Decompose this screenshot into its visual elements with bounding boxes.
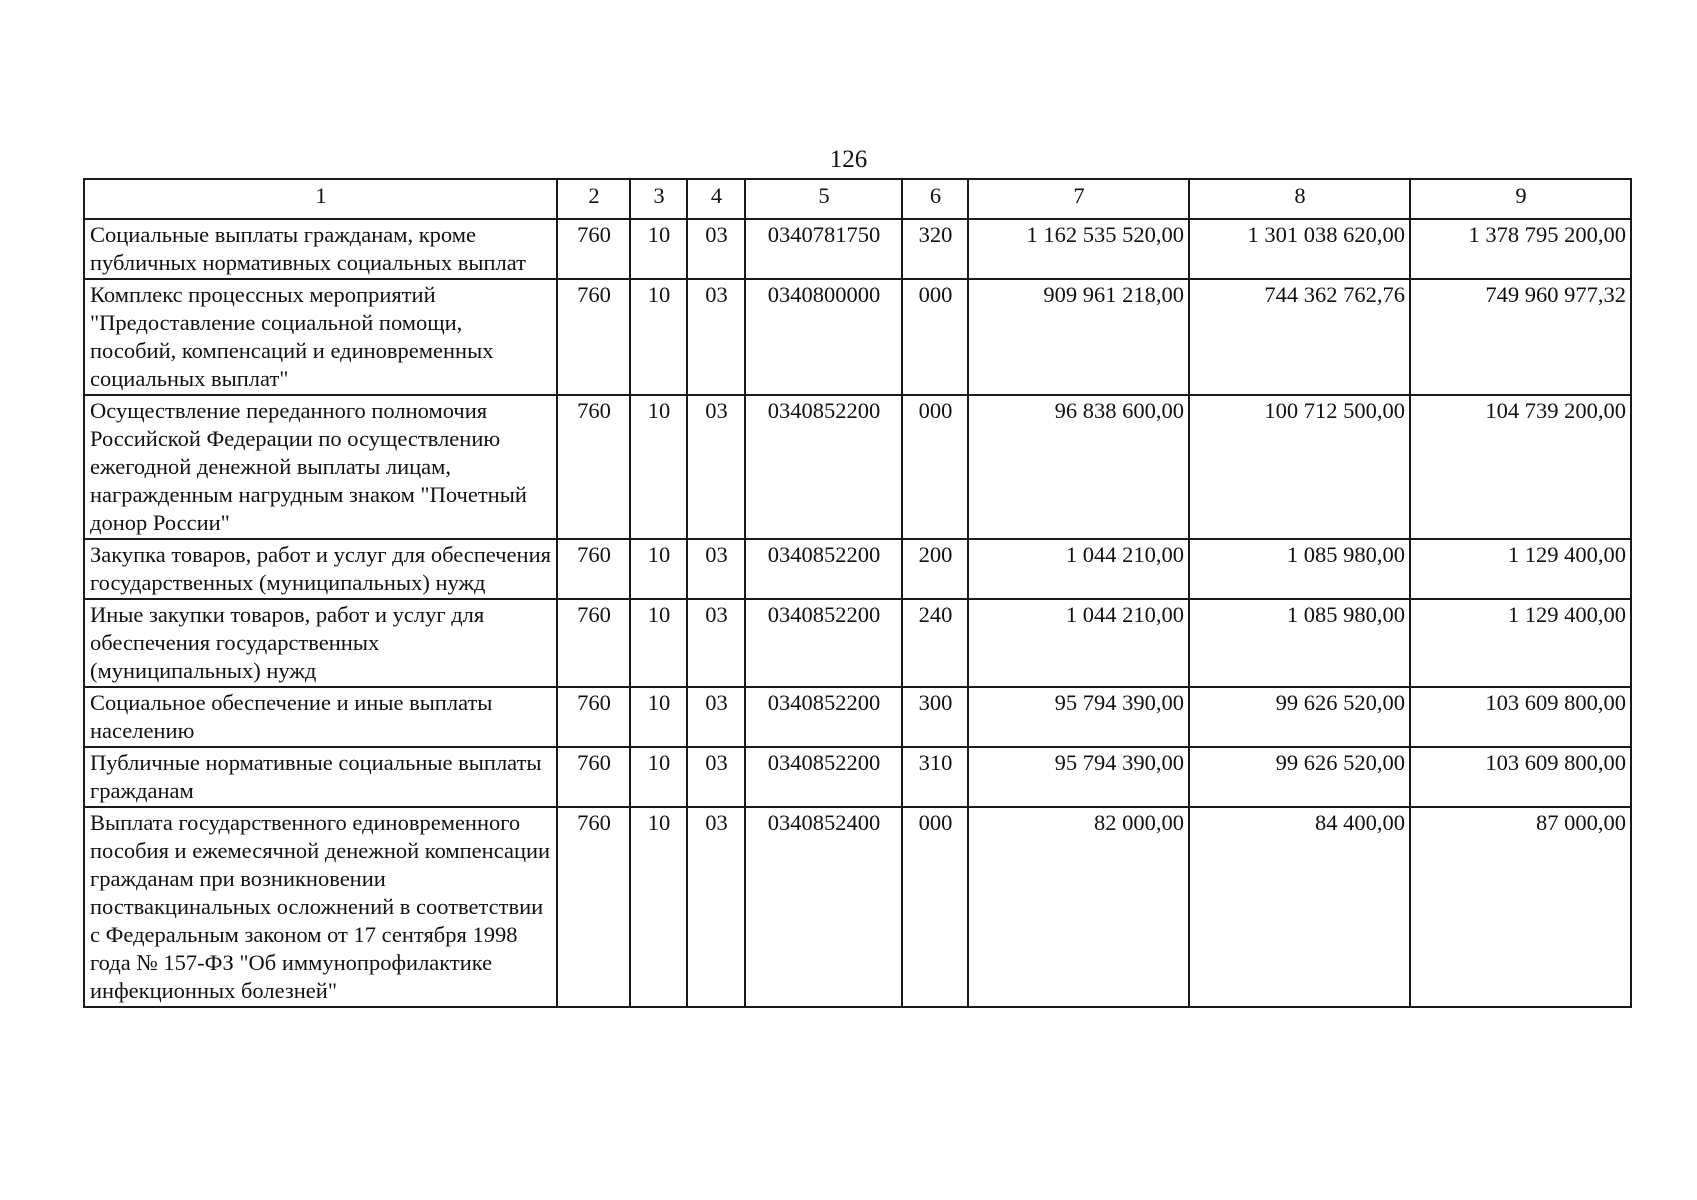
ministry-code: 760	[557, 279, 630, 395]
column-header: 5	[745, 179, 902, 219]
amount-col9: 1 378 795 200,00	[1410, 219, 1631, 279]
amount-col7: 96 838 600,00	[968, 395, 1189, 539]
column-header: 8	[1189, 179, 1410, 219]
ministry-code: 760	[557, 539, 630, 599]
ministry-code: 760	[557, 219, 630, 279]
row-name: Выплата государственного единовременного пособия и ежемесячной денежной компенсации гражданам при возникновении поствакцинальных осложнений в соответствии с Федеральным законом от 17 сентября 1998 года № 157-ФЗ "Об иммунопрофилактике инфекционных болезней"	[84, 807, 557, 1007]
expense-type-code: 000	[902, 279, 968, 395]
target-article-code: 0340852200	[745, 747, 902, 807]
section-code: 10	[630, 395, 687, 539]
amount-col8: 1 301 038 620,00	[1189, 219, 1410, 279]
subsection-code: 03	[687, 219, 745, 279]
amount-col8: 99 626 520,00	[1189, 687, 1410, 747]
row-name: Осуществление переданного полномочия Российской Федерации по осуществлению ежегодной денежной выплаты лицам, награжденным нагрудным знаком "Почетный донор России"	[84, 395, 557, 539]
expense-type-code: 200	[902, 539, 968, 599]
amount-col9: 103 609 800,00	[1410, 687, 1631, 747]
table-row	[84, 279, 1631, 395]
column-header: 9	[1410, 179, 1631, 219]
page-number: 126	[829, 146, 868, 173]
expense-type-code: 300	[902, 687, 968, 747]
expense-type-code: 240	[902, 599, 968, 687]
row-name: Иные закупки товаров, работ и услуг для обеспечения государственных (муниципальных) нужд	[84, 599, 557, 687]
budget-table	[83, 178, 1632, 1008]
amount-col9: 1 129 400,00	[1410, 539, 1631, 599]
target-article-code: 0340852400	[745, 807, 902, 1007]
amount-col7: 82 000,00	[968, 807, 1189, 1007]
subsection-code: 03	[687, 279, 745, 395]
section-code: 10	[630, 747, 687, 807]
amount-col8: 100 712 500,00	[1189, 395, 1410, 539]
ministry-code: 760	[557, 395, 630, 539]
amount-col8: 744 362 762,76	[1189, 279, 1410, 395]
row-name: Комплекс процессных мероприятий "Предоставление социальной помощи, пособий, компенсаций и единовременных социальных выплат"	[84, 279, 557, 395]
amount-col9: 1 129 400,00	[1410, 599, 1631, 687]
column-header: 3	[630, 179, 687, 219]
amount-col9: 749 960 977,32	[1410, 279, 1631, 395]
section-code: 10	[630, 539, 687, 599]
subsection-code: 03	[687, 687, 745, 747]
target-article-code: 0340800000	[745, 279, 902, 395]
row-name: Социальные выплаты гражданам, кроме публичных нормативных социальных выплат	[84, 219, 557, 279]
expense-type-code: 000	[902, 395, 968, 539]
amount-col7: 1 044 210,00	[968, 599, 1189, 687]
amount-col7: 1 044 210,00	[968, 539, 1189, 599]
subsection-code: 03	[687, 539, 745, 599]
table-row	[84, 687, 1631, 747]
subsection-code: 03	[687, 807, 745, 1007]
expense-type-code: 320	[902, 219, 968, 279]
amount-col8: 1 085 980,00	[1189, 599, 1410, 687]
column-header: 1	[84, 179, 557, 219]
ministry-code: 760	[557, 747, 630, 807]
subsection-code: 03	[687, 747, 745, 807]
section-code: 10	[630, 279, 687, 395]
target-article-code: 0340852200	[745, 539, 902, 599]
amount-col9: 104 739 200,00	[1410, 395, 1631, 539]
amount-col9: 87 000,00	[1410, 807, 1631, 1007]
target-article-code: 0340781750	[745, 219, 902, 279]
header-row	[84, 179, 1631, 219]
target-article-code: 0340852200	[745, 599, 902, 687]
column-header: 7	[968, 179, 1189, 219]
column-header: 4	[687, 179, 745, 219]
section-code: 10	[630, 599, 687, 687]
amount-col7: 909 961 218,00	[968, 279, 1189, 395]
table-row	[84, 807, 1631, 1007]
subsection-code: 03	[687, 395, 745, 539]
section-code: 10	[630, 807, 687, 1007]
amount-col8: 99 626 520,00	[1189, 747, 1410, 807]
row-name: Социальное обеспечение и иные выплаты населению	[84, 687, 557, 747]
row-name: Закупка товаров, работ и услуг для обеспечения государственных (муниципальных) нужд	[84, 539, 557, 599]
subsection-code: 03	[687, 599, 745, 687]
target-article-code: 0340852200	[745, 395, 902, 539]
table-row	[84, 747, 1631, 807]
ministry-code: 760	[557, 687, 630, 747]
table-row	[84, 395, 1631, 539]
section-code: 10	[630, 687, 687, 747]
amount-col7: 95 794 390,00	[968, 687, 1189, 747]
expense-type-code: 310	[902, 747, 968, 807]
amount-col7: 95 794 390,00	[968, 747, 1189, 807]
column-header: 2	[557, 179, 630, 219]
amount-col7: 1 162 535 520,00	[968, 219, 1189, 279]
column-header: 6	[902, 179, 968, 219]
expense-type-code: 000	[902, 807, 968, 1007]
table-row	[84, 219, 1631, 279]
amount-col8: 1 085 980,00	[1189, 539, 1410, 599]
amount-col8: 84 400,00	[1189, 807, 1410, 1007]
ministry-code: 760	[557, 807, 630, 1007]
amount-col9: 103 609 800,00	[1410, 747, 1631, 807]
row-name: Публичные нормативные социальные выплаты гражданам	[84, 747, 557, 807]
ministry-code: 760	[557, 599, 630, 687]
target-article-code: 0340852200	[745, 687, 902, 747]
section-code: 10	[630, 219, 687, 279]
table-row	[84, 539, 1631, 599]
table-row	[84, 599, 1631, 687]
